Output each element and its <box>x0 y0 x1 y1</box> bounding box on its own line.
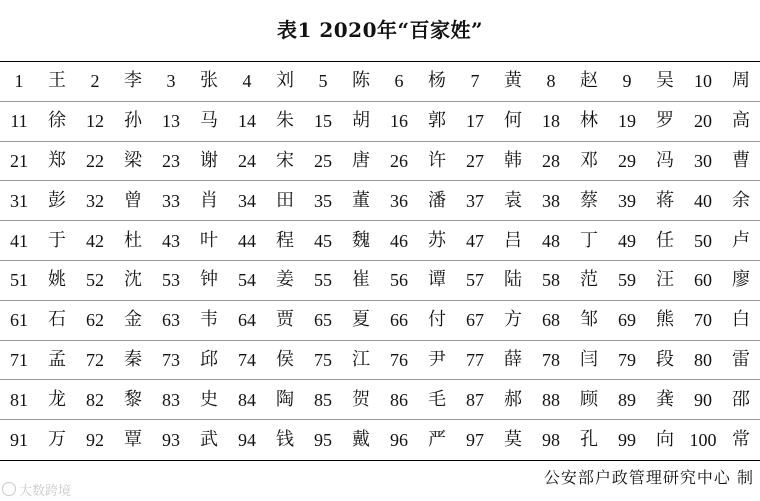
surname: 邓 <box>570 142 608 182</box>
surname: 汪 <box>646 261 684 301</box>
rank-number: 97 <box>466 430 484 451</box>
rank-number: 53 <box>152 261 190 301</box>
rank-number: 24 <box>228 142 266 182</box>
rank-number: 7 <box>456 62 494 102</box>
rank-number: 83 <box>152 380 190 420</box>
rank-number: 29 <box>608 142 646 182</box>
surname: 崔 <box>342 261 380 301</box>
rank-number: 57 <box>456 261 494 301</box>
surname: 钱 <box>276 429 294 451</box>
rank-number: 9 <box>608 62 646 102</box>
surname: 金 <box>114 301 152 341</box>
surname: 赵 <box>570 62 608 102</box>
rank-number: 17 <box>456 102 494 142</box>
rank-number: 45 <box>304 221 342 261</box>
surname: 郭 <box>418 102 456 142</box>
surname: 董 <box>342 181 380 221</box>
surname: 胡 <box>342 102 380 142</box>
rank-number: 15 <box>304 102 342 142</box>
table-title: 表1 2020年“百家姓” <box>276 18 484 42</box>
rank-number: 19 <box>608 102 646 142</box>
rank-number: 68 <box>532 301 570 341</box>
surname: 严 <box>428 429 446 451</box>
rank-number: 80 <box>684 341 722 381</box>
rank-number: 2 <box>76 62 114 102</box>
rank-number: 36 <box>380 181 418 221</box>
surname: 姜 <box>266 261 304 301</box>
surname: 熊 <box>646 301 684 341</box>
rank-number: 75 <box>304 341 342 381</box>
surname: 龚 <box>646 380 684 420</box>
surname: 付 <box>418 301 456 341</box>
surname: 杨 <box>418 62 456 102</box>
rank-number: 65 <box>304 301 342 341</box>
rank-number: 98 <box>542 430 560 451</box>
rank-number: 93 <box>162 430 180 451</box>
rank-number: 46 <box>380 221 418 261</box>
rank-number: 88 <box>532 380 570 420</box>
surname: 段 <box>646 341 684 381</box>
surname: 邱 <box>190 341 228 381</box>
rank-number: 71 <box>0 341 38 381</box>
rank-number: 32 <box>76 181 114 221</box>
surname: 王 <box>38 62 76 102</box>
rank-number: 73 <box>152 341 190 381</box>
surname: 罗 <box>646 102 684 142</box>
rank-number: 76 <box>380 341 418 381</box>
surname: 周 <box>722 62 760 102</box>
rank-number: 54 <box>228 261 266 301</box>
surname: 韩 <box>494 142 532 182</box>
rank-number: 66 <box>380 301 418 341</box>
surname: 覃 <box>124 429 142 451</box>
surname: 郝 <box>494 380 532 420</box>
rank-number: 39 <box>608 181 646 221</box>
rank-number: 35 <box>304 181 342 221</box>
rank-number: 5 <box>304 62 342 102</box>
surname: 丁 <box>570 221 608 261</box>
rank-number: 27 <box>456 142 494 182</box>
rank-number: 49 <box>608 221 646 261</box>
surname: 陶 <box>266 380 304 420</box>
surname: 韦 <box>190 301 228 341</box>
surname: 冯 <box>646 142 684 182</box>
rank-number: 50 <box>684 221 722 261</box>
rank-number: 38 <box>532 181 570 221</box>
watermark-logo-icon <box>2 482 16 496</box>
rank-number: 23 <box>152 142 190 182</box>
surname: 肖 <box>190 181 228 221</box>
surname: 史 <box>190 380 228 420</box>
surname: 魏 <box>342 221 380 261</box>
surname: 陈 <box>342 62 380 102</box>
rank-number: 14 <box>228 102 266 142</box>
surname: 林 <box>570 102 608 142</box>
rank-number: 62 <box>76 301 114 341</box>
surname: 钟 <box>190 261 228 301</box>
rank-number: 91 <box>10 430 28 451</box>
surname: 孟 <box>38 341 76 381</box>
rank-number: 10 <box>684 62 722 102</box>
surname: 陆 <box>494 261 532 301</box>
rank-number: 16 <box>380 102 418 142</box>
rank-number: 20 <box>684 102 722 142</box>
rank-number: 43 <box>152 221 190 261</box>
rank-number: 3 <box>152 62 190 102</box>
rank-number: 18 <box>532 102 570 142</box>
rank-number: 99 <box>618 430 636 451</box>
surname: 苏 <box>418 221 456 261</box>
surname: 高 <box>722 102 760 142</box>
surname: 刘 <box>266 62 304 102</box>
rank-number: 94 <box>238 430 256 451</box>
surname: 闫 <box>570 341 608 381</box>
surname: 许 <box>418 142 456 182</box>
rank-number: 8 <box>532 62 570 102</box>
rank-number: 30 <box>684 142 722 182</box>
rank-number: 11 <box>0 102 38 142</box>
rank-number: 25 <box>304 142 342 182</box>
surname: 田 <box>266 181 304 221</box>
surname: 顾 <box>570 380 608 420</box>
surname: 朱 <box>266 102 304 142</box>
surname: 曹 <box>722 142 760 182</box>
surname: 任 <box>646 221 684 261</box>
surname: 吕 <box>494 221 532 261</box>
surname: 邹 <box>570 301 608 341</box>
surname: 黎 <box>114 380 152 420</box>
surname: 余 <box>722 181 760 221</box>
surname: 张 <box>190 62 228 102</box>
surname: 何 <box>494 102 532 142</box>
rank-number: 78 <box>532 341 570 381</box>
surname: 姚 <box>38 261 76 301</box>
rank-number: 67 <box>456 301 494 341</box>
rank-number: 89 <box>608 380 646 420</box>
rank-number: 34 <box>228 181 266 221</box>
rank-number: 51 <box>0 261 38 301</box>
rank-number: 85 <box>304 380 342 420</box>
rank-number: 70 <box>684 301 722 341</box>
rank-number: 84 <box>228 380 266 420</box>
rank-number: 86 <box>380 380 418 420</box>
surname: 方 <box>494 301 532 341</box>
surname: 谭 <box>418 261 456 301</box>
rank-number: 42 <box>76 221 114 261</box>
surname: 范 <box>570 261 608 301</box>
surname: 侯 <box>266 341 304 381</box>
rank-number: 74 <box>228 341 266 381</box>
rank-number: 58 <box>532 261 570 301</box>
surname: 李 <box>114 62 152 102</box>
surname: 郑 <box>38 142 76 182</box>
rank-number: 96 <box>390 430 408 451</box>
rank-number: 33 <box>152 181 190 221</box>
surname: 蒋 <box>646 181 684 221</box>
surname: 龙 <box>38 380 76 420</box>
rank-number: 21 <box>0 142 38 182</box>
surname: 雷 <box>722 341 760 381</box>
surname: 邵 <box>722 380 760 420</box>
surname: 莫 <box>504 429 522 451</box>
surname: 尹 <box>418 341 456 381</box>
rank-number: 95 <box>314 430 332 451</box>
surname: 毛 <box>418 380 456 420</box>
rank-number: 56 <box>380 261 418 301</box>
surname: 孔 <box>580 429 598 451</box>
surname: 袁 <box>494 181 532 221</box>
rank-number: 64 <box>228 301 266 341</box>
surname: 叶 <box>190 221 228 261</box>
surname: 徐 <box>38 102 76 142</box>
surname: 夏 <box>342 301 380 341</box>
surname: 宋 <box>266 142 304 182</box>
surname: 孙 <box>114 102 152 142</box>
rank-number: 55 <box>304 261 342 301</box>
surname: 贺 <box>342 380 380 420</box>
rank-number: 13 <box>152 102 190 142</box>
surname: 潘 <box>418 181 456 221</box>
surname: 曾 <box>114 181 152 221</box>
rank-number: 92 <box>86 430 104 451</box>
rank-number: 82 <box>76 380 114 420</box>
surname: 吴 <box>646 62 684 102</box>
surname: 黄 <box>494 62 532 102</box>
surname: 白 <box>722 301 760 341</box>
surname: 马 <box>190 102 228 142</box>
rank-number: 100 <box>689 430 717 451</box>
surname: 于 <box>38 221 76 261</box>
rank-number: 61 <box>0 301 38 341</box>
rank-number: 81 <box>0 380 38 420</box>
surname: 蔡 <box>570 181 608 221</box>
rank-number: 69 <box>608 301 646 341</box>
rank-number: 26 <box>380 142 418 182</box>
surname: 戴 <box>352 429 370 451</box>
rank-number: 63 <box>152 301 190 341</box>
surname-grid <box>0 62 760 460</box>
rank-number: 90 <box>684 380 722 420</box>
surname: 程 <box>266 221 304 261</box>
rank-number: 72 <box>76 341 114 381</box>
surname: 谢 <box>190 142 228 182</box>
surname: 向 <box>656 429 674 451</box>
rank-number: 31 <box>0 181 38 221</box>
surname: 江 <box>342 341 380 381</box>
surname: 石 <box>38 301 76 341</box>
surname-table <box>0 61 760 461</box>
watermark <box>2 480 71 498</box>
surname: 武 <box>200 429 218 451</box>
rank-number: 60 <box>684 261 722 301</box>
surname: 杜 <box>114 221 152 261</box>
surname: 廖 <box>722 261 760 301</box>
rank-number: 47 <box>456 221 494 261</box>
rank-number: 87 <box>456 380 494 420</box>
rank-number: 12 <box>76 102 114 142</box>
rank-number: 22 <box>76 142 114 182</box>
rank-number: 77 <box>456 341 494 381</box>
surname: 秦 <box>114 341 152 381</box>
surname: 梁 <box>114 142 152 182</box>
surname: 卢 <box>722 221 760 261</box>
surname: 彭 <box>38 181 76 221</box>
surname: 沈 <box>114 261 152 301</box>
rank-number: 59 <box>608 261 646 301</box>
rank-number: 4 <box>228 62 266 102</box>
rank-number: 6 <box>380 62 418 102</box>
rank-number: 44 <box>228 221 266 261</box>
rank-number: 28 <box>532 142 570 182</box>
rank-number: 79 <box>608 341 646 381</box>
surname: 万 <box>48 429 66 451</box>
surname: 唐 <box>342 142 380 182</box>
rank-number: 1 <box>0 62 38 102</box>
surname: 常 <box>732 429 750 451</box>
surname: 贾 <box>266 301 304 341</box>
rank-number: 52 <box>76 261 114 301</box>
source-note: 公安部户政管理研究中心 制 <box>543 468 754 487</box>
rank-number: 37 <box>456 181 494 221</box>
rank-number: 41 <box>0 221 38 261</box>
rank-number: 40 <box>684 181 722 221</box>
watermark-text: 大数跨境 <box>19 483 72 499</box>
rank-number: 48 <box>532 221 570 261</box>
surname: 薛 <box>494 341 532 381</box>
